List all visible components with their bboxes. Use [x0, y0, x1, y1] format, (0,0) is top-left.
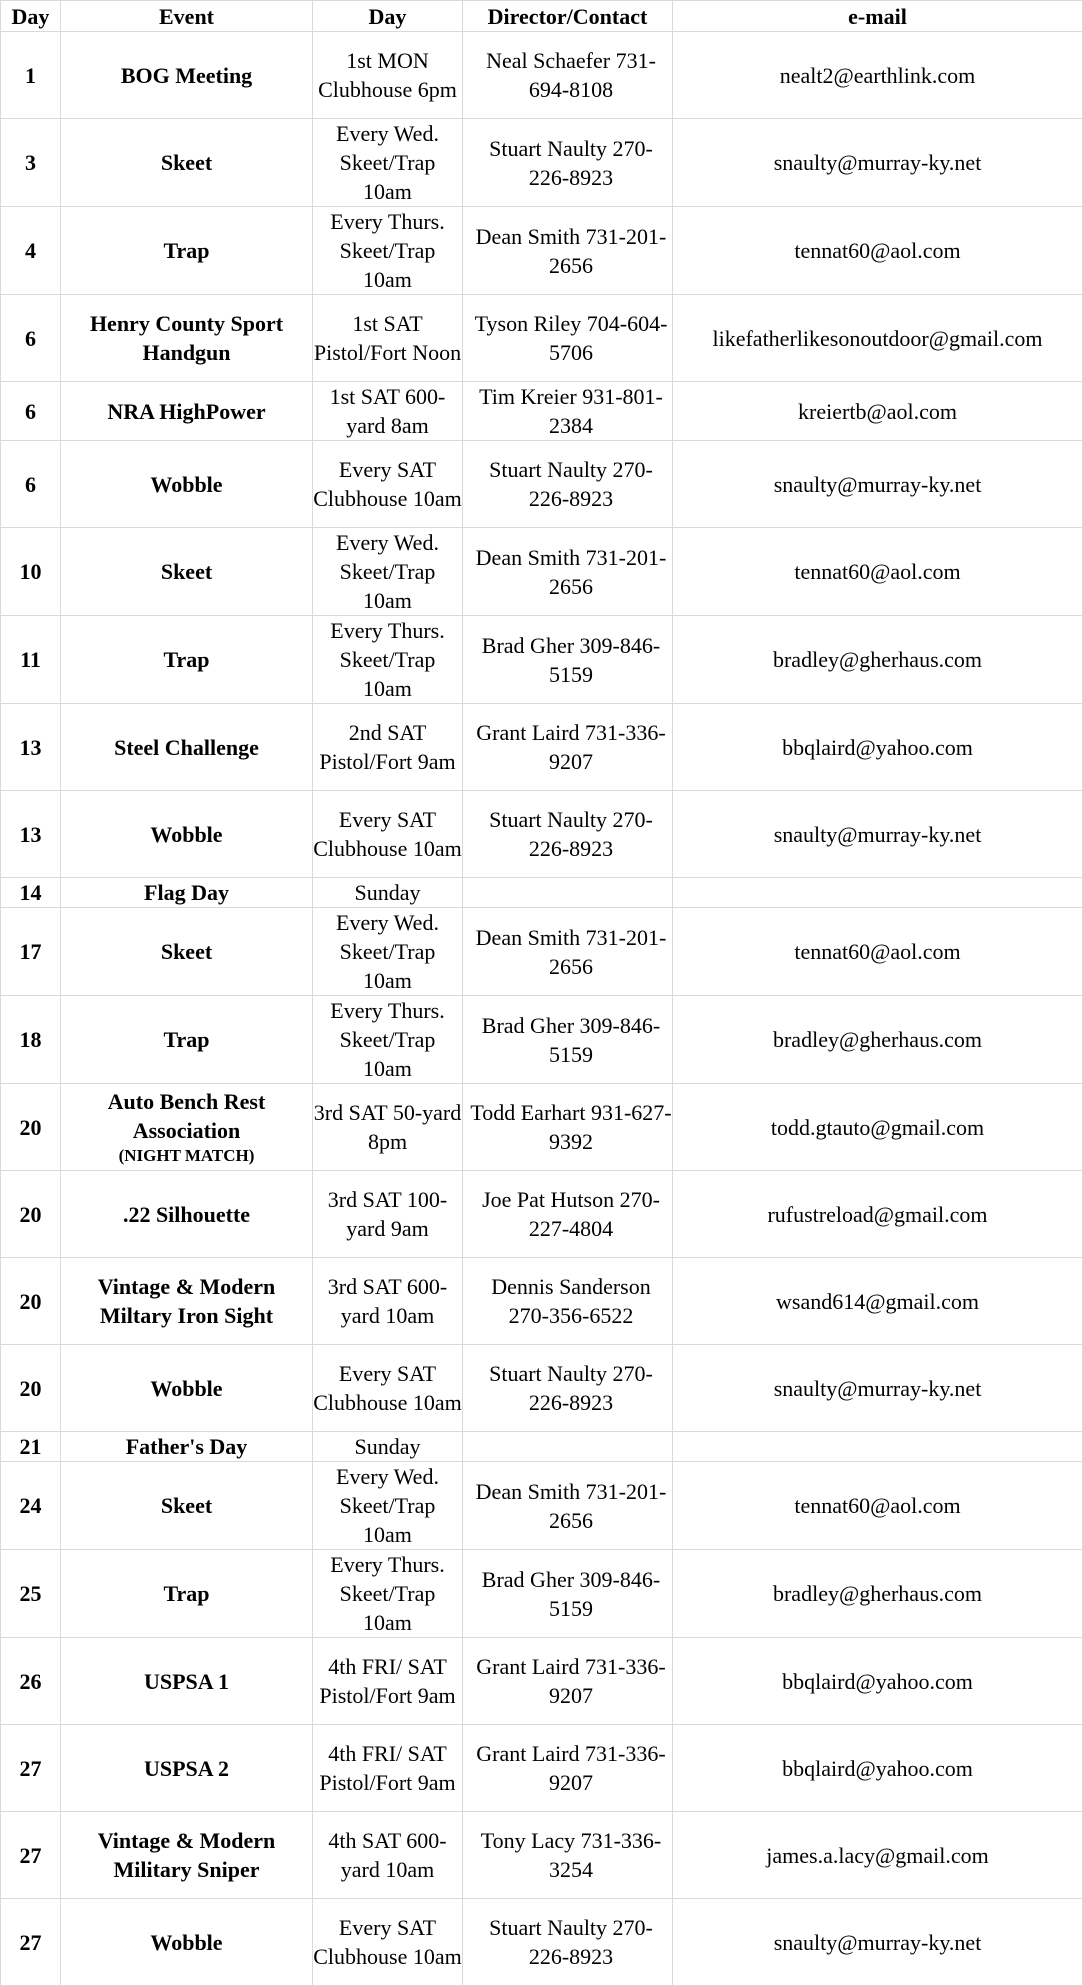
event-name: USPSA 2 [144, 1755, 229, 1781]
contact-cell: Todd Earhart 931-627-9392 [463, 1084, 673, 1171]
event-cell [61, 1812, 313, 1899]
event-cell [61, 791, 313, 878]
table-row [1, 1550, 1083, 1638]
email-link[interactable]: snaulty@murray-ky.net [673, 441, 1083, 528]
table-row [1, 441, 1083, 528]
header-schedule: Day [313, 1, 463, 32]
day-cell: 10 [1, 528, 61, 616]
table-row [1, 1638, 1083, 1725]
table-body [1, 32, 1083, 1986]
event-name: Trap [163, 1027, 210, 1052]
event-name: Steel Challenge [114, 734, 259, 760]
email-link[interactable]: rufustreload@gmail.com [673, 1171, 1083, 1258]
event-name: Wobble [150, 821, 223, 847]
contact-cell: Dean Smith 731-201-2656 [463, 528, 673, 616]
header-day: Day [1, 1, 61, 32]
schedule-cell: Every Thurs. Skeet/Trap 10am [313, 1550, 463, 1638]
event-name: Skeet [160, 939, 213, 964]
day-cell: 6 [1, 382, 61, 441]
day-cell: 21 [1, 1432, 61, 1462]
event-name: Wobble [150, 1929, 223, 1955]
table-row [1, 878, 1083, 908]
schedule-cell: Every Wed. Skeet/Trap 10am [313, 1462, 463, 1550]
day-cell: 14 [1, 878, 61, 908]
email-link[interactable]: todd.gtauto@gmail.com [673, 1084, 1083, 1171]
schedule-cell: 4th FRI/ SAT Pistol/Fort 9am [313, 1638, 463, 1725]
schedule-cell: Every Wed. Skeet/Trap 10am [313, 528, 463, 616]
day-cell: 6 [1, 441, 61, 528]
contact-cell: Tony Lacy 731-336-3254 [463, 1812, 673, 1899]
event-cell [61, 1345, 313, 1432]
day-cell: 1 [1, 32, 61, 119]
email-link[interactable]: wsand614@gmail.com [673, 1258, 1083, 1345]
schedule-cell: Every SAT Clubhouse 10am [313, 441, 463, 528]
event-cell [61, 207, 313, 295]
schedule-cell: Sunday [313, 878, 463, 908]
email-link[interactable]: likefatherlikesonoutdoor@gmail.com [673, 295, 1083, 382]
contact-cell: Brad Gher 309-846-5159 [463, 1550, 673, 1638]
table-row [1, 908, 1083, 996]
event-name: Trap [163, 1581, 210, 1606]
event-cell [61, 1725, 313, 1812]
day-cell: 20 [1, 1345, 61, 1432]
day-cell: 26 [1, 1638, 61, 1725]
email-link[interactable]: snaulty@murray-ky.net [673, 791, 1083, 878]
event-name: Skeet [160, 150, 213, 175]
day-cell: 20 [1, 1171, 61, 1258]
event-name: Wobble [150, 1375, 223, 1401]
event-name: NRA HighPower [107, 398, 266, 424]
email-link[interactable]: tennat60@aol.com [673, 908, 1083, 996]
email-link[interactable]: snaulty@murray-ky.net [673, 1345, 1083, 1432]
table-row [1, 1171, 1083, 1258]
email-link [673, 878, 1083, 908]
event-cell [61, 1084, 313, 1171]
contact-cell: Stuart Naulty 270-226-8923 [463, 1345, 673, 1432]
contact-cell: Stuart Naulty 270-226-8923 [463, 119, 673, 207]
schedule-cell: 4th SAT 600-yard 10am [313, 1812, 463, 1899]
email-link[interactable]: snaulty@murray-ky.net [673, 1899, 1083, 1986]
event-cell [61, 1638, 313, 1725]
day-cell: 24 [1, 1462, 61, 1550]
table-row [1, 32, 1083, 119]
schedule-cell: Every SAT Clubhouse 10am [313, 1899, 463, 1986]
day-cell: 17 [1, 908, 61, 996]
event-name: Henry County Sport Handgun [89, 311, 284, 365]
table-row [1, 1725, 1083, 1812]
event-cell [61, 528, 313, 616]
event-name: Father's Day [125, 1434, 248, 1459]
contact-cell: Neal Schaefer 731-694-8108 [463, 32, 673, 119]
schedule-cell: 3rd SAT 100-yard 9am [313, 1171, 463, 1258]
header-event: Event [61, 1, 313, 32]
event-name: Trap [163, 647, 210, 672]
contact-cell: Grant Laird 731-336-9207 [463, 1725, 673, 1812]
event-cell [61, 1899, 313, 1986]
schedule-cell: 1st MON Clubhouse 6pm [313, 32, 463, 119]
header-row [1, 1, 1083, 32]
event-cell [61, 616, 313, 704]
event-name: Skeet [160, 1493, 213, 1518]
contact-cell: Dennis Sanderson 270-356-6522 [463, 1258, 673, 1345]
day-cell: 20 [1, 1084, 61, 1171]
schedule-cell: 4th FRI/ SAT Pistol/Fort 9am [313, 1725, 463, 1812]
schedule-cell: Every Thurs. Skeet/Trap 10am [313, 616, 463, 704]
day-cell: 27 [1, 1725, 61, 1812]
schedule-cell: Every SAT Clubhouse 10am [313, 791, 463, 878]
event-name: USPSA 1 [144, 1668, 229, 1694]
table-row [1, 1084, 1083, 1171]
contact-cell: Joe Pat Hutson 270-227-4804 [463, 1171, 673, 1258]
day-cell: 25 [1, 1550, 61, 1638]
email-link[interactable]: bbqlaird@yahoo.com [673, 1638, 1083, 1725]
day-cell: 27 [1, 1899, 61, 1986]
email-link[interactable]: tennat60@aol.com [673, 1462, 1083, 1550]
table-row [1, 791, 1083, 878]
email-link[interactable]: snaulty@murray-ky.net [673, 119, 1083, 207]
email-link[interactable]: james.a.lacy@gmail.com [673, 1812, 1083, 1899]
event-cell [61, 996, 313, 1084]
event-cell [61, 382, 313, 441]
event-name: Vintage & Modern Miltary Iron Sight [97, 1274, 276, 1328]
contact-cell: Stuart Naulty 270-226-8923 [463, 1899, 673, 1986]
day-cell: 13 [1, 791, 61, 878]
table-row [1, 295, 1083, 382]
event-cell [61, 119, 313, 207]
contact-cell: Grant Laird 731-336-9207 [463, 1638, 673, 1725]
schedule-cell: Every Wed. Skeet/Trap 10am [313, 119, 463, 207]
email-link[interactable]: tennat60@aol.com [673, 528, 1083, 616]
contact-cell: Grant Laird 731-336-9207 [463, 704, 673, 791]
table-row [1, 1462, 1083, 1550]
contact-cell [463, 1432, 673, 1462]
contact-cell: Stuart Naulty 270-226-8923 [463, 791, 673, 878]
email-link[interactable]: nealt2@earthlink.com [673, 32, 1083, 119]
email-link [673, 1432, 1083, 1462]
event-cell [61, 295, 313, 382]
contact-cell [463, 878, 673, 908]
contact-cell: Dean Smith 731-201-2656 [463, 908, 673, 996]
table-row [1, 119, 1083, 207]
event-note: (NIGHT MATCH) [118, 1146, 255, 1165]
event-cell [61, 1258, 313, 1345]
contact-cell: Dean Smith 731-201-2656 [463, 207, 673, 295]
event-cell [61, 32, 313, 119]
event-cell [61, 908, 313, 996]
event-name: Auto Bench Rest Association [107, 1089, 266, 1143]
schedule-cell: 1st SAT Pistol/Fort Noon [313, 295, 463, 382]
table-row [1, 996, 1083, 1084]
event-name: Wobble [150, 471, 223, 497]
contact-cell: Brad Gher 309-846-5159 [463, 996, 673, 1084]
day-cell: 4 [1, 207, 61, 295]
schedule-cell: 1st SAT 600-yard 8am [313, 382, 463, 441]
header-email: e-mail [673, 1, 1083, 32]
email-link[interactable]: bradley@gherhaus.com [673, 1550, 1083, 1638]
schedule-cell: Sunday [313, 1432, 463, 1462]
table-row [1, 1899, 1083, 1986]
table-row [1, 382, 1083, 441]
table-row [1, 616, 1083, 704]
event-cell [61, 1550, 313, 1638]
schedule-cell: 3rd SAT 600-yard 10am [313, 1258, 463, 1345]
contact-cell: Stuart Naulty 270-226-8923 [463, 441, 673, 528]
schedule-cell: Every SAT Clubhouse 10am [313, 1345, 463, 1432]
schedule-cell: Every Thurs. Skeet/Trap 10am [313, 996, 463, 1084]
table-row [1, 1258, 1083, 1345]
contact-cell: Brad Gher 309-846-5159 [463, 616, 673, 704]
event-name: Flag Day [144, 880, 229, 905]
schedule-cell: 2nd SAT Pistol/Fort 9am [313, 704, 463, 791]
contact-cell: Tyson Riley 704-604-5706 [463, 295, 673, 382]
table-row [1, 1812, 1083, 1899]
day-cell: 18 [1, 996, 61, 1084]
event-cell [61, 1171, 313, 1258]
event-name: Trap [163, 238, 210, 263]
email-link[interactable]: bradley@gherhaus.com [673, 996, 1083, 1084]
event-name: BOG Meeting [120, 62, 253, 88]
table-row [1, 528, 1083, 616]
day-cell: 13 [1, 704, 61, 791]
event-cell [61, 441, 313, 528]
event-name: .22 Silhouette [122, 1201, 251, 1227]
day-cell: 27 [1, 1812, 61, 1899]
email-link[interactable]: bbqlaird@yahoo.com [673, 1725, 1083, 1812]
event-cell [61, 1462, 313, 1550]
contact-cell: Tim Kreier 931-801-2384 [463, 382, 673, 441]
email-link[interactable]: bbqlaird@yahoo.com [673, 704, 1083, 791]
email-link[interactable]: tennat60@aol.com [673, 207, 1083, 295]
table-row [1, 704, 1083, 791]
email-link[interactable]: kreiertb@aol.com [673, 382, 1083, 441]
event-cell [61, 704, 313, 791]
header-contact: Director/Contact [463, 1, 673, 32]
event-cell [61, 1432, 313, 1462]
table-row [1, 1432, 1083, 1462]
schedule-cell: 3rd SAT 50-yard 8pm [313, 1084, 463, 1171]
table-row [1, 207, 1083, 295]
day-cell: 20 [1, 1258, 61, 1345]
contact-cell: Dean Smith 731-201-2656 [463, 1462, 673, 1550]
schedule-cell: Every Wed. Skeet/Trap 10am [313, 908, 463, 996]
day-cell: 11 [1, 616, 61, 704]
day-cell: 3 [1, 119, 61, 207]
day-cell: 6 [1, 295, 61, 382]
email-link[interactable]: bradley@gherhaus.com [673, 616, 1083, 704]
table-row [1, 1345, 1083, 1432]
event-name: Skeet [160, 559, 213, 584]
schedule-cell: Every Thurs. Skeet/Trap 10am [313, 207, 463, 295]
event-cell [61, 878, 313, 908]
event-name: Vintage & Modern Military Sniper [97, 1828, 276, 1882]
